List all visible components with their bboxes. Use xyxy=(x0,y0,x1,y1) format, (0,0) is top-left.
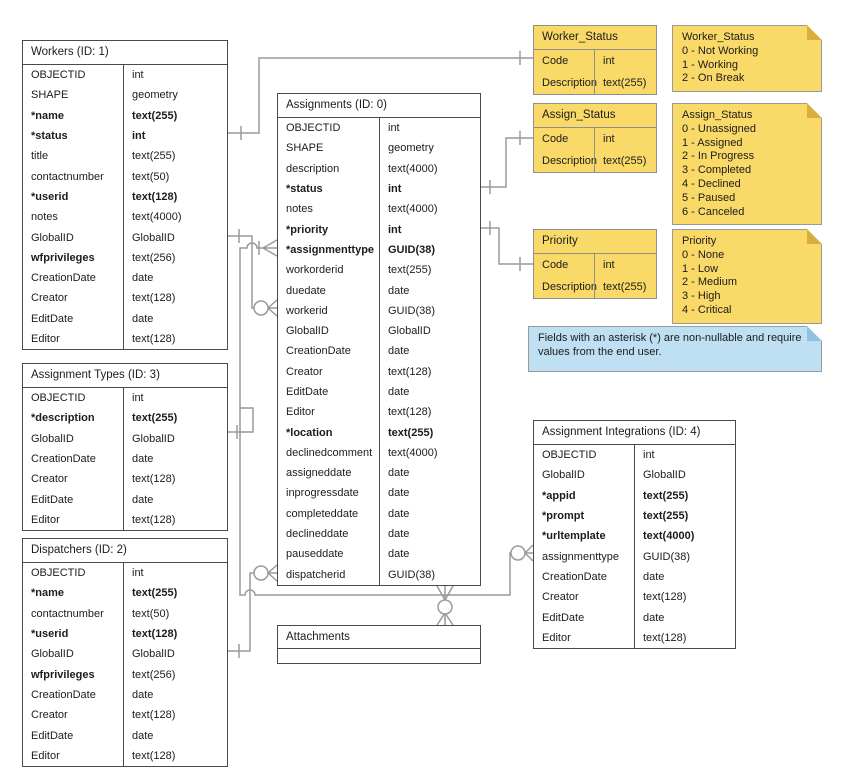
table-row xyxy=(23,146,227,166)
field-name: SHAPE xyxy=(31,89,69,102)
note-line: 3 - High xyxy=(682,290,721,303)
note-line: 0 - Not Working xyxy=(682,44,759,57)
field-name: GlobalID xyxy=(31,648,74,661)
table-row xyxy=(278,483,480,503)
field-type: text(4000) xyxy=(379,199,480,219)
field-type: geometry xyxy=(379,138,480,158)
table-row xyxy=(278,280,480,300)
field-type: text(256) xyxy=(123,664,227,684)
field-type: int xyxy=(594,128,656,150)
field-name: CreationDate xyxy=(31,272,96,285)
field-type: text(255) xyxy=(123,146,227,166)
field-type: int xyxy=(123,126,227,146)
note-line: 5 - Paused xyxy=(682,191,736,204)
empty-row xyxy=(278,649,480,663)
field-type: date xyxy=(123,685,227,705)
note-lines xyxy=(682,249,812,318)
table-title: Assignment Integrations (ID: 4) xyxy=(534,421,735,445)
table-row xyxy=(534,50,656,72)
field-type: int xyxy=(379,179,480,199)
note-text: Fields with an asterisk (*) are non-nullable and require values from the end user. xyxy=(538,332,802,358)
table-row xyxy=(23,85,227,105)
field-name: dispatcherid xyxy=(286,568,346,581)
field-type: GUID(38) xyxy=(379,301,480,321)
note-line: 2 - On Break xyxy=(682,72,745,85)
table-row xyxy=(23,563,227,583)
field-name: EditDate xyxy=(286,386,329,398)
field-name: Creator xyxy=(31,292,68,305)
table-rows xyxy=(534,445,735,648)
table-title: Priority xyxy=(534,230,656,254)
sticky-note-assign-status[interactable] xyxy=(672,103,822,225)
sticky-note-worker-status[interactable] xyxy=(672,25,822,92)
field-name: Description xyxy=(542,155,598,167)
lookup-table-worker-status[interactable] xyxy=(533,25,657,95)
field-type: date xyxy=(123,489,227,509)
field-name: contactnumber xyxy=(31,170,104,183)
connector-assignments-assign-status xyxy=(481,131,533,194)
field-type: text(255) xyxy=(634,486,735,506)
field-type: date xyxy=(379,463,480,483)
table-row xyxy=(278,362,480,382)
field-name: CreationDate xyxy=(542,570,607,583)
table-row xyxy=(278,179,480,199)
table-row xyxy=(23,106,227,126)
entity-table-assignment-types[interactable] xyxy=(22,363,228,531)
table-rows xyxy=(23,388,227,530)
table-row xyxy=(534,72,656,94)
field-name: Creator xyxy=(31,473,68,486)
table-row xyxy=(278,443,480,463)
note-line: 3 - Completed xyxy=(682,164,752,177)
table-row xyxy=(278,524,480,544)
field-type: int xyxy=(634,445,735,465)
table-row xyxy=(534,607,735,627)
table-row xyxy=(278,301,480,321)
note-line: 1 - Low xyxy=(682,262,719,275)
cardinality-zero-circle xyxy=(438,600,452,614)
field-type: date xyxy=(123,268,227,288)
table-row xyxy=(23,746,227,766)
field-name: Editor xyxy=(31,749,60,762)
table-row xyxy=(23,510,227,530)
table-row xyxy=(23,187,227,207)
field-type: date xyxy=(123,449,227,469)
table-rows xyxy=(23,563,227,766)
field-type: text(128) xyxy=(123,187,227,207)
field-name: *prompt xyxy=(542,510,585,523)
field-name: Editor xyxy=(31,513,60,526)
table-row xyxy=(534,486,735,506)
field-name: declinedcomment xyxy=(286,446,373,459)
table-rows xyxy=(534,254,656,298)
sticky-note-priority[interactable] xyxy=(672,229,822,324)
table-title: Assignment Types (ID: 3) xyxy=(23,364,227,388)
connector-workers-assignments xyxy=(228,229,277,316)
note-title: Worker_Status xyxy=(682,31,755,43)
table-row xyxy=(23,408,227,428)
note-line: 2 - In Progress xyxy=(682,150,755,163)
field-name: *urltemplate xyxy=(542,530,606,543)
entity-table-assignment-integrations[interactable] xyxy=(533,420,736,649)
field-type: date xyxy=(634,607,735,627)
table-row xyxy=(23,388,227,408)
field-type: text(128) xyxy=(123,288,227,308)
field-name: wfprivileges xyxy=(31,668,95,681)
field-name: *userid xyxy=(31,190,69,203)
field-type: text(128) xyxy=(123,705,227,725)
field-name: declineddate xyxy=(286,528,349,541)
table-title: Assign_Status xyxy=(534,104,656,128)
field-type: GUID(38) xyxy=(379,565,480,585)
table-row xyxy=(23,268,227,288)
sticky-note-asterisk-info[interactable] xyxy=(528,326,822,372)
field-name: OBJECTID xyxy=(31,69,86,82)
table-row xyxy=(278,321,480,341)
field-name: SHAPE xyxy=(286,142,324,155)
field-name: assigneddate xyxy=(286,467,352,480)
field-type: GlobalID xyxy=(634,465,735,485)
field-type: date xyxy=(379,382,480,402)
field-name: Code xyxy=(542,259,569,271)
field-name: Code xyxy=(542,133,569,145)
table-row xyxy=(23,583,227,603)
field-type: int xyxy=(123,563,227,583)
field-name: Code xyxy=(542,55,569,67)
field-name: EditDate xyxy=(31,493,74,506)
cardinality-zero-circle xyxy=(254,566,268,580)
table-title: Dispatchers (ID: 2) xyxy=(23,539,227,563)
field-type: text(255) xyxy=(594,150,656,172)
field-name: workerid xyxy=(286,304,328,317)
table-row xyxy=(278,118,480,138)
field-type: text(4000) xyxy=(379,159,480,179)
field-type: text(255) xyxy=(379,260,480,280)
note-title: Priority xyxy=(682,235,717,247)
field-type: text(128) xyxy=(634,628,735,648)
table-row xyxy=(23,227,227,247)
table-row xyxy=(278,463,480,483)
field-name: pauseddate xyxy=(286,548,344,561)
field-type: text(128) xyxy=(123,469,227,489)
field-type: GUID(38) xyxy=(379,240,480,260)
table-row xyxy=(23,664,227,684)
entity-table-workers[interactable] xyxy=(22,40,228,350)
crows-foot xyxy=(268,565,277,581)
field-name: Editor xyxy=(31,333,60,345)
table-row xyxy=(23,429,227,449)
field-name: EditDate xyxy=(542,611,585,624)
note-lines xyxy=(682,45,812,86)
field-type: int xyxy=(123,388,227,408)
table-row xyxy=(23,65,227,85)
field-name: *status xyxy=(286,183,323,196)
table-row xyxy=(534,546,735,566)
field-type: date xyxy=(379,341,480,361)
table-row xyxy=(23,725,227,745)
field-type: text(255) xyxy=(594,276,656,298)
table-rows xyxy=(23,65,227,349)
field-type: GlobalID xyxy=(123,429,227,449)
field-name: GlobalID xyxy=(31,432,74,445)
field-name: *priority xyxy=(286,223,329,236)
table-row xyxy=(278,402,480,422)
connector-assignments-priority xyxy=(481,221,533,271)
field-type: text(255) xyxy=(123,583,227,603)
note-line: 1 - Assigned xyxy=(682,136,743,149)
table-row xyxy=(534,128,656,150)
field-type: text(128) xyxy=(123,510,227,530)
note-line: 4 - Declined xyxy=(682,177,741,190)
field-type: int xyxy=(594,254,656,276)
table-rows xyxy=(278,118,480,585)
field-name: CreationDate xyxy=(286,345,351,358)
table-row xyxy=(278,260,480,280)
field-type: text(4000) xyxy=(123,207,227,227)
field-name: GlobalID xyxy=(286,325,329,338)
table-row xyxy=(534,628,735,648)
table-row xyxy=(23,248,227,268)
note-line: 2 - Medium xyxy=(682,276,738,289)
table-row xyxy=(278,565,480,585)
table-row xyxy=(23,207,227,227)
field-name: *appid xyxy=(542,489,576,502)
table-title: Assignments (ID: 0) xyxy=(278,94,480,118)
field-type: text(128) xyxy=(123,746,227,766)
table-row xyxy=(278,382,480,402)
field-name: Creator xyxy=(542,591,579,604)
field-name: Creator xyxy=(31,709,68,722)
table-row xyxy=(23,329,227,349)
table-row xyxy=(278,240,480,260)
field-name: GlobalID xyxy=(542,469,585,482)
table-row xyxy=(23,166,227,186)
table-row xyxy=(278,422,480,442)
entity-table-dispatchers[interactable] xyxy=(22,538,228,767)
field-name: Description xyxy=(542,77,598,89)
table-row xyxy=(534,150,656,172)
table-row xyxy=(534,465,735,485)
note-line: 4 - Critical xyxy=(682,303,732,316)
field-type: text(128) xyxy=(123,624,227,644)
field-type: text(128) xyxy=(634,587,735,607)
table-row xyxy=(23,469,227,489)
table-title: Workers (ID: 1) xyxy=(23,41,227,65)
table-row xyxy=(278,219,480,239)
cardinality-zero-circle xyxy=(511,546,525,560)
field-name: assignmenttype xyxy=(542,550,620,563)
field-type: date xyxy=(379,524,480,544)
field-type: text(256) xyxy=(123,248,227,268)
table-row xyxy=(23,309,227,329)
table-row xyxy=(23,624,227,644)
field-type: date xyxy=(123,309,227,329)
table-row xyxy=(534,276,656,298)
field-name: Editor xyxy=(542,631,571,644)
table-row xyxy=(23,489,227,509)
table-row xyxy=(534,506,735,526)
field-name: OBJECTID xyxy=(31,567,86,580)
field-type: text(50) xyxy=(123,166,227,186)
table-row xyxy=(534,526,735,546)
field-type: int xyxy=(594,50,656,72)
entity-table-assignments[interactable] xyxy=(277,93,481,586)
crows-foot xyxy=(268,300,277,316)
field-type: GlobalID xyxy=(123,227,227,247)
field-name: *name xyxy=(31,109,65,122)
field-type: GlobalID xyxy=(379,321,480,341)
field-type: date xyxy=(379,280,480,300)
field-type: text(255) xyxy=(379,422,480,442)
field-type: date xyxy=(379,483,480,503)
note-line: 1 - Working xyxy=(682,58,739,71)
cardinality-zero-circle xyxy=(254,301,268,315)
field-name: OBJECTID xyxy=(286,122,341,135)
field-name: workorderid xyxy=(286,264,344,277)
field-name: CreationDate xyxy=(31,688,96,701)
field-name: EditDate xyxy=(31,312,74,325)
entity-table-attachments[interactable] xyxy=(277,625,481,664)
field-type: text(255) xyxy=(634,506,735,526)
field-type: text(128) xyxy=(379,402,480,422)
table-row xyxy=(23,604,227,624)
field-name: *name xyxy=(31,587,65,600)
field-type: int xyxy=(379,219,480,239)
table-row xyxy=(23,685,227,705)
table-row xyxy=(278,138,480,158)
field-type: text(4000) xyxy=(634,526,735,546)
field-type: date xyxy=(634,567,735,587)
field-type: int xyxy=(123,65,227,85)
table-row xyxy=(23,126,227,146)
table-row xyxy=(278,199,480,219)
field-name: *status xyxy=(31,130,68,143)
field-name: title xyxy=(31,150,49,163)
table-rows xyxy=(534,128,656,172)
field-name: CreationDate xyxy=(31,453,96,466)
table-row xyxy=(23,705,227,725)
field-name: duedate xyxy=(286,284,326,297)
field-type: text(128) xyxy=(379,362,480,382)
field-type: text(255) xyxy=(123,106,227,126)
table-row xyxy=(23,288,227,308)
field-type: GUID(38) xyxy=(634,546,735,566)
lookup-table-priority[interactable] xyxy=(533,229,657,299)
table-row xyxy=(534,587,735,607)
field-name: completeddate xyxy=(286,507,359,520)
field-name: contactnumber xyxy=(31,607,104,620)
note-line: 0 - Unassigned xyxy=(682,122,756,135)
field-type: date xyxy=(123,725,227,745)
field-type: text(4000) xyxy=(379,443,480,463)
connector-dispatchers-assignments xyxy=(228,565,277,658)
field-name: EditDate xyxy=(31,729,74,742)
connector-assignments-attachments xyxy=(437,583,453,625)
field-name: *userid xyxy=(31,628,69,641)
crows-foot xyxy=(525,545,533,561)
crows-foot xyxy=(263,240,277,256)
table-row xyxy=(534,567,735,587)
field-name: notes xyxy=(31,211,58,224)
field-type: text(50) xyxy=(123,604,227,624)
note-line: 6 - Canceled xyxy=(682,205,745,218)
field-name: *description xyxy=(31,412,95,425)
field-name: *assignmenttype xyxy=(286,243,375,256)
field-type: text(128) xyxy=(123,329,227,349)
table-row xyxy=(534,445,735,465)
table-row xyxy=(278,341,480,361)
table-row xyxy=(278,504,480,524)
field-name: wfprivileges xyxy=(31,251,95,264)
note-line: 0 - None xyxy=(682,248,725,261)
table-row xyxy=(278,159,480,179)
table-row xyxy=(278,544,480,564)
field-type: text(255) xyxy=(594,72,656,94)
table-row xyxy=(23,449,227,469)
field-name: Editor xyxy=(286,406,315,419)
field-name: GlobalID xyxy=(31,231,74,244)
table-title: Worker_Status xyxy=(534,26,656,50)
field-type: int xyxy=(379,118,480,138)
note-title: Assign_Status xyxy=(682,109,753,121)
field-name: OBJECTID xyxy=(542,449,597,462)
lookup-table-assign-status[interactable] xyxy=(533,103,657,173)
table-row xyxy=(534,254,656,276)
field-name: description xyxy=(286,162,340,175)
table-row xyxy=(23,644,227,664)
field-name: inprogressdate xyxy=(286,487,359,500)
field-type: geometry xyxy=(123,85,227,105)
table-title: Attachments xyxy=(278,626,480,649)
field-type: text(255) xyxy=(123,408,227,428)
field-name: Description xyxy=(542,281,598,293)
field-type: date xyxy=(379,544,480,564)
note-lines xyxy=(682,123,812,220)
field-name: OBJECTID xyxy=(31,392,86,405)
field-type: date xyxy=(379,504,480,524)
field-name: notes xyxy=(286,203,313,216)
field-type: GlobalID xyxy=(123,644,227,664)
table-rows xyxy=(534,50,656,94)
field-name: *location xyxy=(286,426,333,439)
field-name: Creator xyxy=(286,365,323,378)
